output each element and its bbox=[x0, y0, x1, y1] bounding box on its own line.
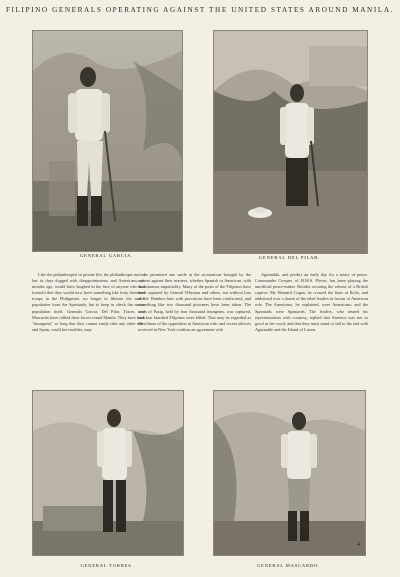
caption-general-torres: GENERAL TORRES. bbox=[80, 563, 134, 568]
page-title: FILIPINO GENERALS OPERATING AGAINST THE UNITED STATES AROUND MANILA. bbox=[5, 6, 395, 14]
page-number: 4 bbox=[357, 542, 360, 548]
photo-general-mascardo bbox=[213, 390, 366, 556]
photo-general-del-pilar bbox=[213, 30, 368, 254]
portrait-garcia-illustration bbox=[33, 31, 182, 251]
article-column-3: Aguinaldo, and predict an early day for a treaty of peace. Commander Cowper, of H.M.S. Plover, has been playing the unofficial peace-maker. Besides securing the release of a British captive, Mr. Bernard Cogan, he crossed the lines at Iloilo, and addressed over a dozen of the rebel leaders in favour of American rule. The Americans, he explained, were Americans; and the Spaniards were Spaniards. The leaders, who treated his representations with courtesy, replied that America was not so good as her word, and that they must stand or fall to the end with Aguinaldo and the Island of Luzon. bbox=[255, 272, 368, 332]
caption-general-mascardo: GENERAL MASCARDO. bbox=[256, 563, 321, 568]
caption-general-garcia: GENERAL GARCIA. bbox=[79, 253, 134, 258]
article-column-1: Like the philanthropist in private life, the philanthropic nation has its days dogged with disappointments; and Americans, six months ago, would have laughed in the face of anyone who had foretold that they would now have something like forty thousand troops in the Philippines, no longer to liberate the native population from the Spaniards, but to keep in check the native population itself. Generals Garcia, Del Pilar, Torres, and Mascardo have rallied their forces round Manila. They have been "insurgents" so long that they cannot easily take any other rôle; and Spain, could her troubles, may bbox=[32, 272, 145, 332]
portrait-mascardo-illustration bbox=[214, 391, 365, 555]
article-column-2: be permitted one smile at the accusations brought by the natives against their masters, whether Spanish or American, with monotonous impartiality. Many of the posts of the Filipinos have been captured by General Wheaton and others, not without loss of life. Bamboo huts with provisions have been confiscated, and something like two thousand prisoners have been taken. The town of Pasig, held by four thousand insurgents, was captured, and four hundred Filipinos were killed. That may be regarded as the climax of the opposition to American rule; and recent advices received in New York confirm an agreement with bbox=[138, 272, 251, 332]
portrait-del-pilar-illustration bbox=[214, 31, 367, 253]
portrait-torres-illustration bbox=[33, 391, 183, 555]
photo-general-garcia bbox=[32, 30, 183, 252]
photo-general-torres bbox=[32, 390, 184, 556]
caption-general-del-pilar: GENERAL DEL PILAR. bbox=[258, 255, 321, 260]
